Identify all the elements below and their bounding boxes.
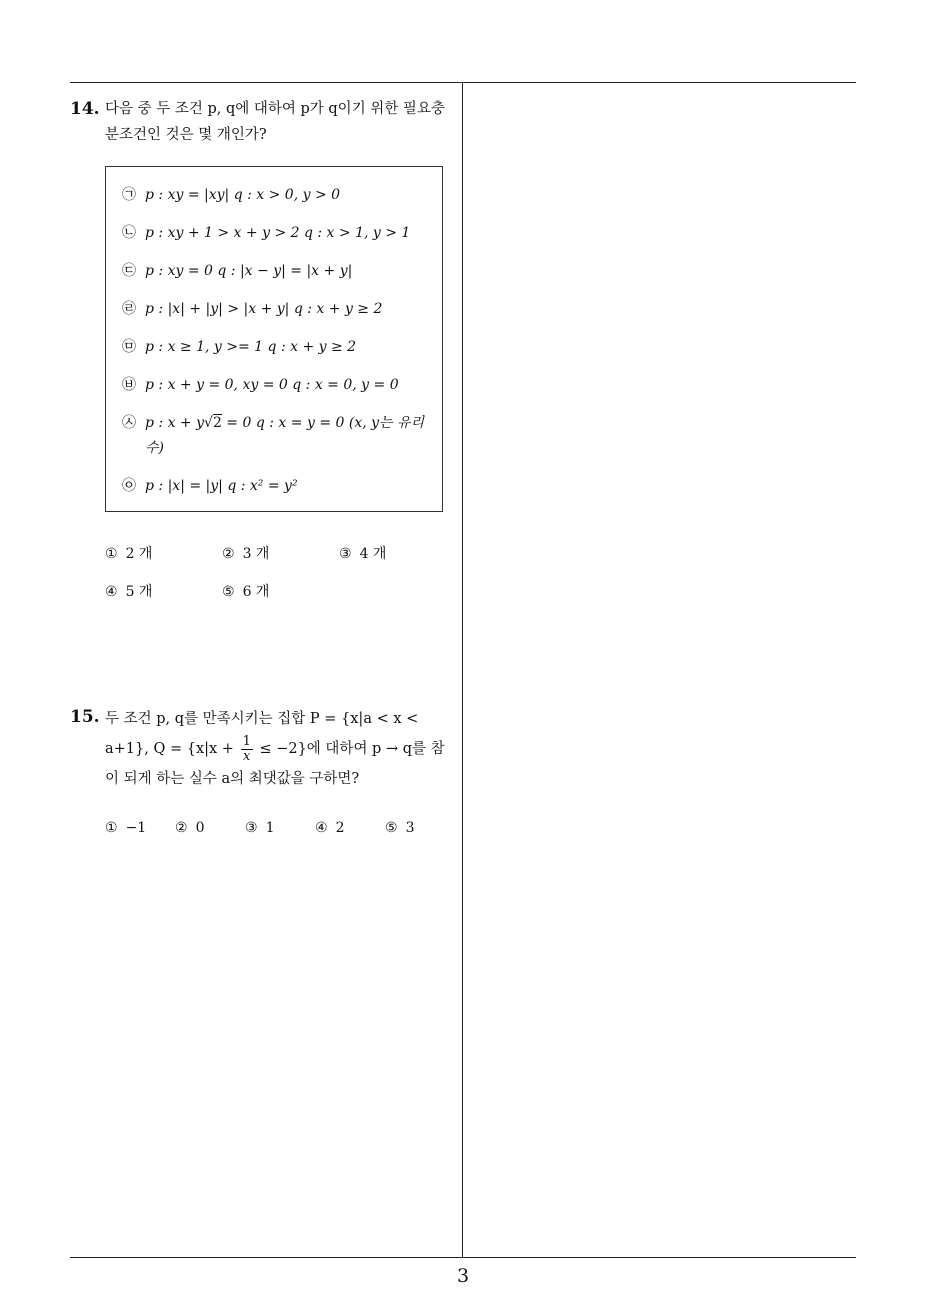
choice-label: 1 <box>265 820 275 836</box>
choice-label: 3 개 <box>242 546 270 562</box>
condition-text-part: = 0 q : x = y = 0 (x, y는 유리수) <box>145 415 425 456</box>
condition-marker: ㉧ <box>122 478 136 494</box>
condition-text: p : x ≥ 1, y >= 1 q : x + y ≥ 2 <box>145 339 357 355</box>
choice-label: 4 개 <box>359 546 387 562</box>
answer-choice[interactable] <box>222 542 339 566</box>
condition-text-part: p : x + y√ <box>145 415 213 431</box>
choice-label: 5 개 <box>125 584 153 600</box>
choice-marker: ① <box>105 820 118 836</box>
question-text-part: 두 조건 p, q를 만족시키는 집합 P = {x|a < x < a+1}, Q = {x|x + <box>105 711 419 757</box>
choice-label: 2 <box>335 820 345 836</box>
answer-choice[interactable] <box>175 816 245 840</box>
condition-marker: ㉥ <box>122 377 136 393</box>
condition-marker: ㉦ <box>122 415 136 431</box>
sqrt-argument: 2 <box>212 415 222 431</box>
choice-label: 0 <box>195 820 205 836</box>
answer-choice[interactable] <box>245 816 315 840</box>
column-divider <box>462 82 463 1258</box>
condition-item <box>122 411 430 461</box>
choice-label: 3 <box>405 820 415 836</box>
choice-marker: ④ <box>105 584 118 600</box>
choice-marker: ① <box>105 546 118 562</box>
condition-marker: ㉡ <box>122 225 136 241</box>
condition-marker: ㉠ <box>122 187 136 203</box>
condition-marker: ㉤ <box>122 339 136 355</box>
choice-marker: ② <box>222 546 235 562</box>
bottom-rule <box>70 1257 856 1258</box>
condition-text: p : x + y = 0, xy = 0 q : x = 0, y = 0 <box>145 377 399 393</box>
condition-text: p : |x| + |y| > |x + y| q : x + y ≥ 2 <box>145 301 383 317</box>
answer-choice[interactable] <box>385 816 455 840</box>
choice-label: 6 개 <box>242 584 270 600</box>
conditions-box <box>105 166 443 512</box>
condition-text: p : xy + 1 > x + y > 2 q : x > 1, y > 1 <box>145 225 411 241</box>
answer-choice[interactable] <box>105 542 222 566</box>
fraction-denominator: x <box>243 748 251 764</box>
question-15 <box>70 704 456 840</box>
choice-label: 2 개 <box>125 546 153 562</box>
question-text-part: ≤ −2}에 대하여 p → q를 참이 되게 하는 실수 a의 최댓값을 구하면? <box>105 741 445 787</box>
choice-marker: ⑤ <box>222 584 235 600</box>
condition-item <box>122 183 430 208</box>
page-number: 3 <box>456 1265 470 1287</box>
condition-item <box>122 335 430 360</box>
fraction-numerator: 1 <box>242 733 251 749</box>
choice-marker: ⑤ <box>385 820 398 836</box>
answer-choices <box>105 816 456 840</box>
condition-marker: ㉣ <box>122 301 136 317</box>
answer-choice[interactable] <box>105 816 175 840</box>
condition-item <box>122 373 430 398</box>
fraction <box>241 735 253 764</box>
choice-marker: ④ <box>315 820 328 836</box>
question-number: 14. <box>70 99 100 119</box>
choice-marker: ② <box>175 820 188 836</box>
top-rule <box>70 82 856 83</box>
question-number: 15. <box>70 707 100 727</box>
left-column <box>70 96 456 840</box>
choice-label: −1 <box>125 820 147 836</box>
answer-choice[interactable] <box>105 580 222 604</box>
answer-choice[interactable] <box>315 816 385 840</box>
choice-marker: ③ <box>339 546 352 562</box>
question-text: 다음 중 두 조건 p, q에 대하여 p가 q이기 위한 필요충분조건인 것은 몇 개인가? <box>105 101 445 143</box>
condition-marker: ㉢ <box>122 263 136 279</box>
condition-text: p : xy = |xy| q : x > 0, y > 0 <box>145 187 341 203</box>
condition-text <box>145 411 430 461</box>
condition-text: p : |x| = |y| q : x² = y² <box>145 478 298 494</box>
question-text <box>105 704 456 794</box>
answer-choice[interactable] <box>222 580 339 604</box>
answer-choice[interactable] <box>339 542 456 566</box>
condition-item <box>122 221 430 246</box>
condition-item <box>122 259 430 284</box>
condition-item <box>122 297 430 322</box>
answer-choices <box>105 542 456 604</box>
condition-item <box>122 474 430 499</box>
question-14 <box>70 96 456 604</box>
condition-text: p : xy = 0 q : |x − y| = |x + y| <box>145 263 353 279</box>
choice-marker: ③ <box>245 820 258 836</box>
